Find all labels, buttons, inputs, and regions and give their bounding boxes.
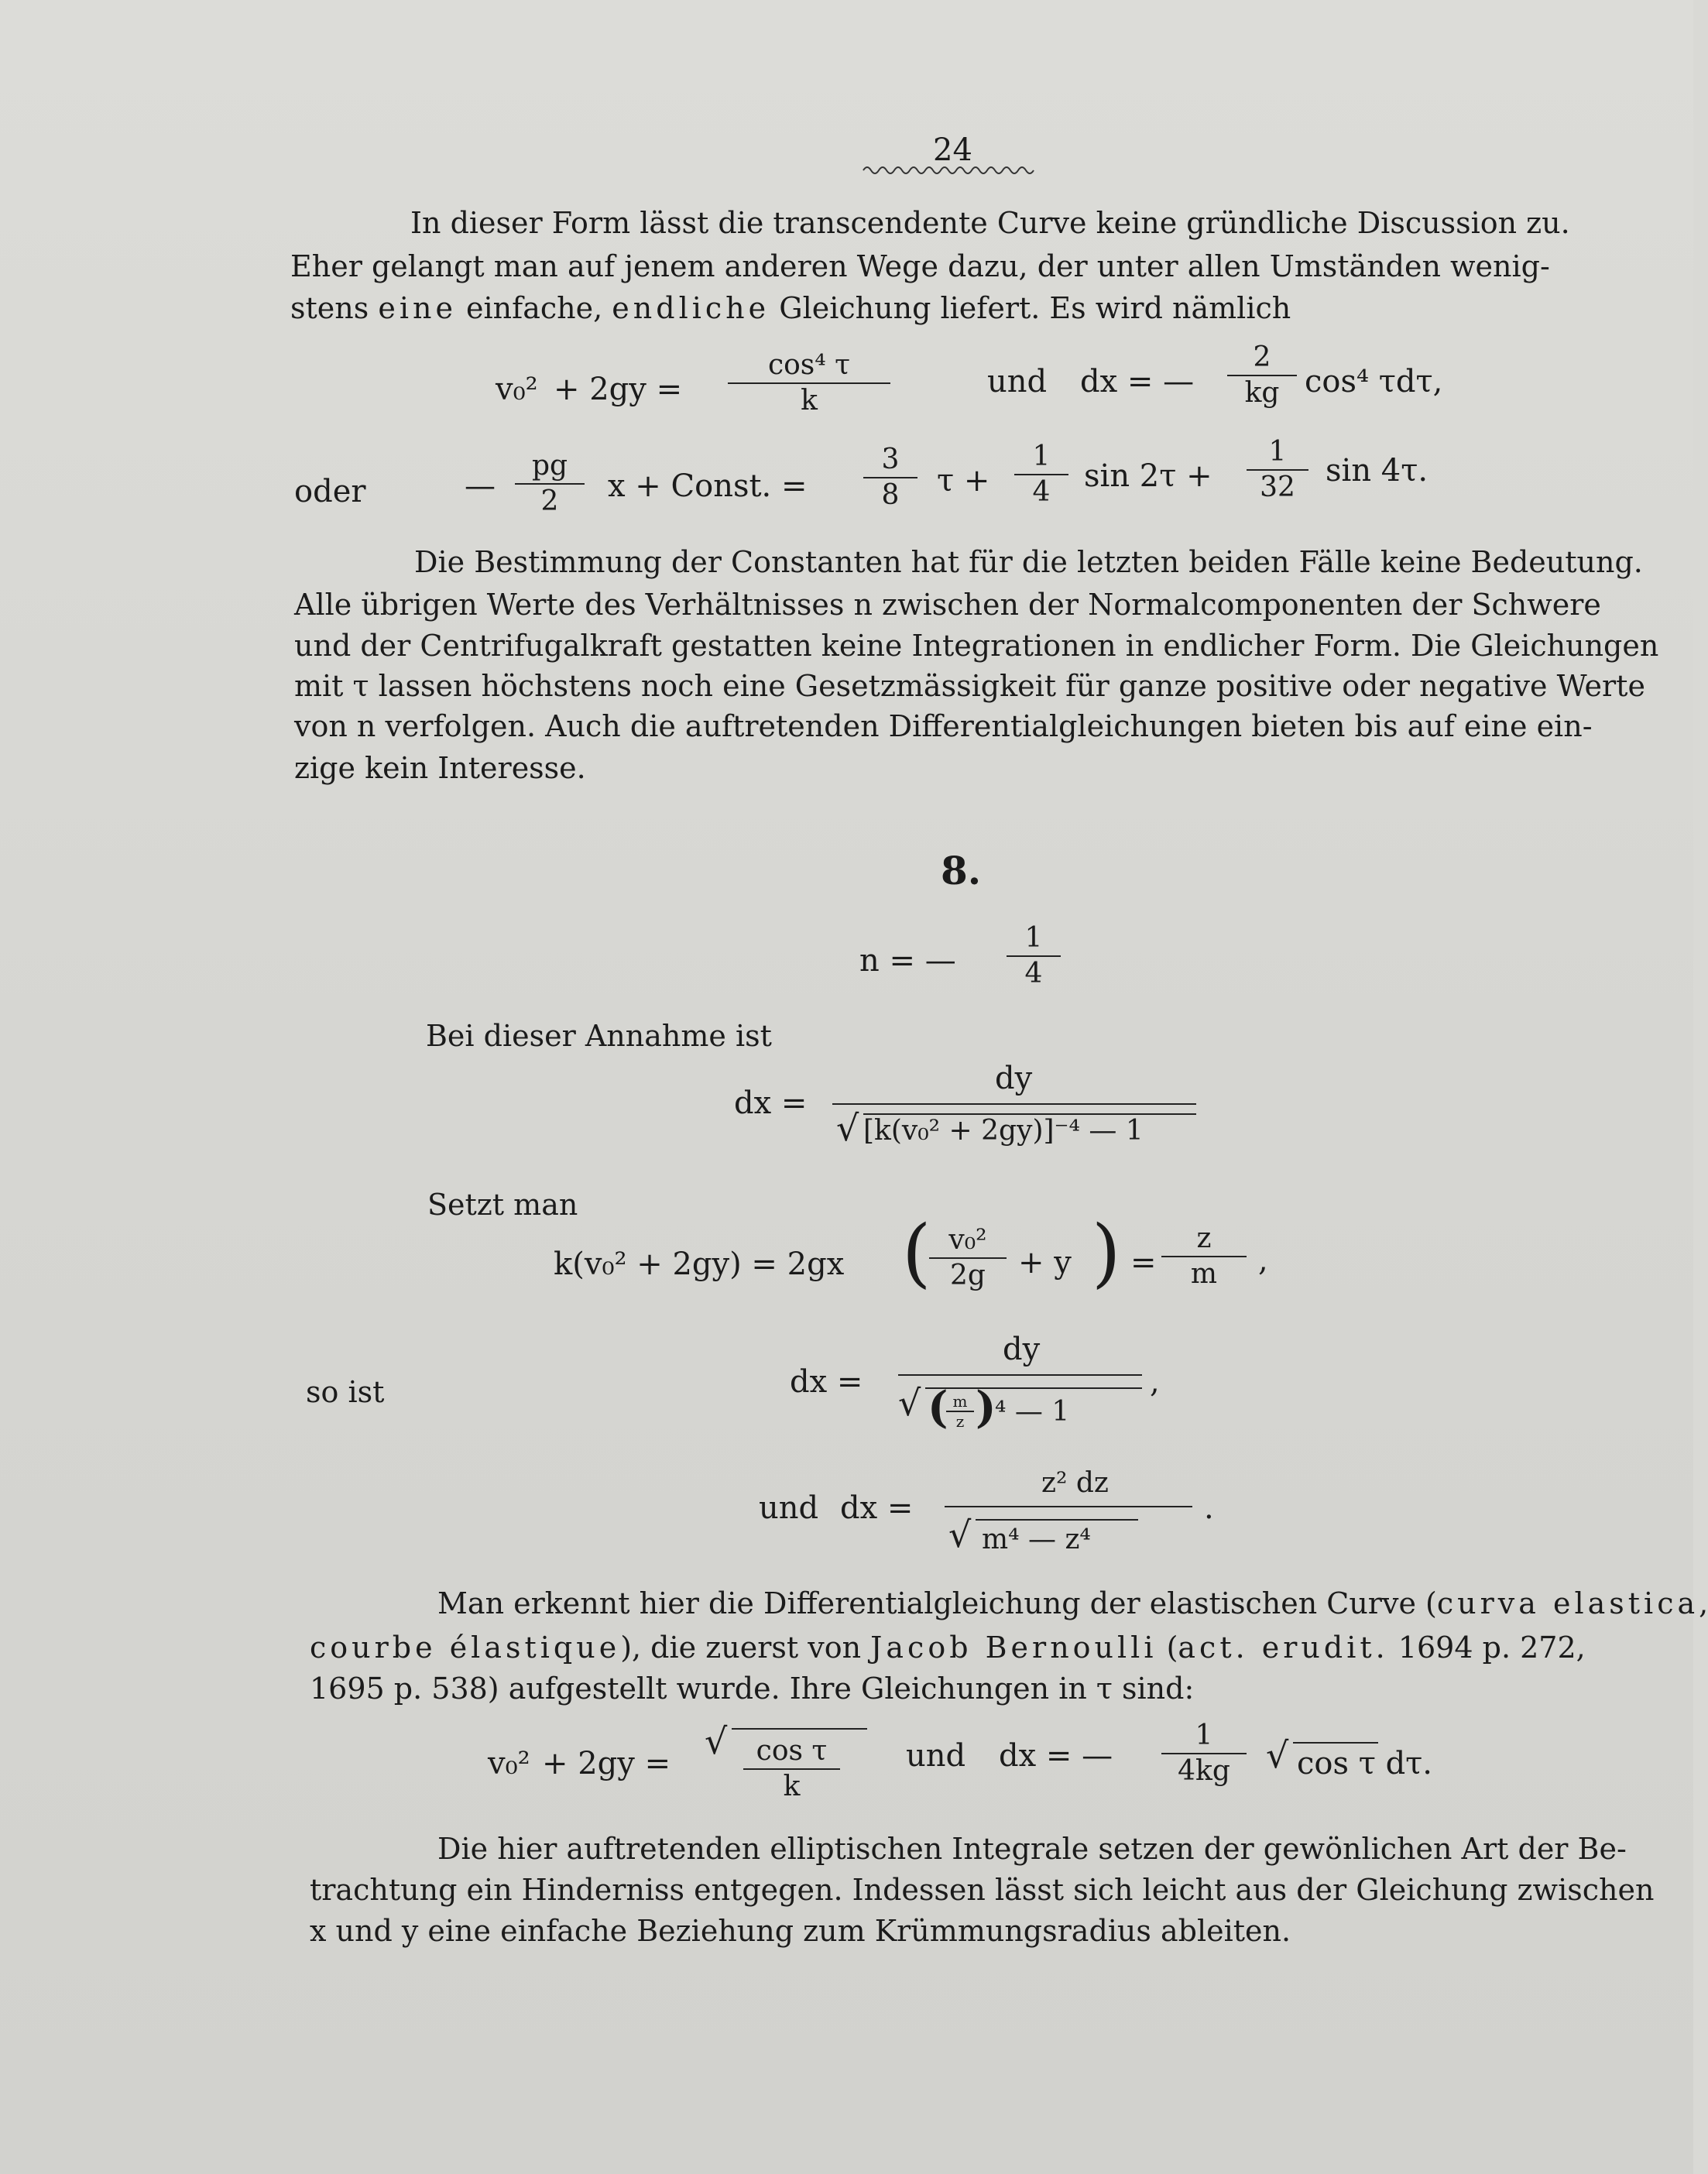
eq6-den: m⁴ — z⁴	[982, 1524, 1091, 1555]
eq1-und: und	[987, 364, 1048, 399]
eq6-radical: √	[948, 1514, 972, 1555]
eq7-radical-bar-2	[1293, 1742, 1378, 1744]
p1-line-1: In dieser Form lässt die transcendente Curve keine gründliche Discussion zu.	[410, 206, 1570, 240]
eq1-dx: dx = —	[1080, 364, 1195, 399]
eq4-paren-open: (	[902, 1209, 931, 1296]
p6-line-1	[437, 1583, 1708, 1624]
p4-line: Setzt man	[427, 1188, 578, 1222]
eq2-mid: x + Const. =	[608, 468, 808, 504]
p2-line-2: Alle übrigen Werte des Verhältnisses n zwischen der Normalcomponenten der Schwere	[294, 588, 1601, 622]
eq7-f-den: 4kg	[1161, 1753, 1247, 1788]
eq7-radical-2: √	[1266, 1734, 1289, 1776]
eq5-m: m	[952, 1392, 968, 1411]
eq7-f-num: 1	[1195, 1720, 1213, 1751]
p1-emph-eine: eine	[378, 291, 457, 325]
eq2-sin4: sin 4τ.	[1326, 453, 1428, 489]
eq4-paren-close: )	[1092, 1209, 1121, 1296]
p6-courbe: courbe élastique	[310, 1630, 621, 1665]
eq2-f2-num: 3	[881, 444, 900, 475]
p2-line-6: zige kein Interesse.	[294, 751, 586, 785]
eq7-und: und	[906, 1738, 966, 1774]
p6-comma: ,	[1699, 1586, 1708, 1620]
p6-text-1: Man erkennt hier die Differentialgleichung der elastischen Curve (	[437, 1586, 1437, 1620]
eq7-dx: dx = —	[999, 1738, 1113, 1774]
eq2-f2-den: 8	[863, 477, 917, 513]
eq2-f1-num: pg	[531, 450, 568, 482]
section-frac-num: 1	[1024, 922, 1043, 954]
eq7-fraction-2	[1161, 1719, 1247, 1788]
eq1-frac-num: cos⁴ τ	[767, 349, 851, 381]
eq2-fraction-3	[1014, 440, 1068, 509]
eq2-fraction-4	[1247, 435, 1308, 505]
eq6-und: und	[759, 1490, 819, 1526]
eq4-left: k(v₀² + 2gy) = 2gx	[554, 1246, 845, 1282]
eq7-left: + 2gy =	[542, 1746, 671, 1781]
eq3-dx: dx =	[734, 1085, 808, 1121]
eq5-inner-fraction	[946, 1392, 974, 1431]
eq4-inner-num: v₀²	[948, 1224, 987, 1256]
eq7-v0: v₀²	[488, 1746, 530, 1781]
eq2-sin2: sin 2τ +	[1084, 458, 1212, 494]
p6-act-erudit: act. erudit.	[1178, 1630, 1389, 1665]
eq5-num: dy	[1003, 1332, 1041, 1367]
eq6-dx: dx =	[840, 1490, 914, 1526]
p3-line: Bei dieser Annahme ist	[426, 1019, 772, 1053]
p1-tail: Gleichung liefert. Es wird nämlich	[779, 291, 1291, 325]
eq2-f3-den: 4	[1014, 474, 1068, 509]
p6-paren: (	[1166, 1630, 1178, 1665]
eq5-paren-open: (	[928, 1382, 948, 1433]
paragraph-1-line-3	[290, 288, 1291, 328]
eq2-minus: —	[465, 468, 496, 504]
p7-line-3: x und y eine einfache Beziehung zum Krümmungsradius ableiten.	[310, 1914, 1291, 1948]
section-fraction	[1007, 921, 1061, 991]
p6-text-2: ), die zuerst von	[620, 1630, 862, 1665]
eq4-plus-y: + y	[1018, 1245, 1072, 1281]
eq4-z-num: z	[1196, 1222, 1212, 1254]
eq1-fraction-2	[1227, 341, 1297, 410]
eq1-fraction	[728, 348, 890, 418]
eq7-radical: √	[705, 1720, 728, 1762]
section-n-eq: n = —	[859, 943, 956, 979]
eq6-num: z² dz	[1041, 1467, 1109, 1499]
eq6-radical-bar	[976, 1519, 1138, 1521]
eq5-paren-close: )	[976, 1382, 996, 1433]
p2-line-5: von n verfolgen. Auch die auftretenden Differentialgleichungen bieten bis auf eine ein-	[294, 709, 1593, 743]
eq4-inner-fraction	[929, 1223, 1007, 1293]
p6-line-2	[310, 1627, 1586, 1668]
section-number: 8.	[941, 848, 982, 893]
eq1-tail: cos⁴ τdτ,	[1305, 364, 1443, 399]
paragraph-1-line-2	[290, 246, 1614, 286]
eq7-tail: cos τ dτ.	[1297, 1746, 1433, 1781]
eq4-inner-den: 2g	[929, 1257, 1007, 1293]
eq7-radical-bar	[732, 1728, 867, 1730]
p6-line-3: 1695 p. 538) aufgestellt wurde. Ihre Gleichungen in τ sind:	[310, 1672, 1195, 1706]
eq2-f4-den: 32	[1247, 469, 1308, 505]
page-number: 24	[933, 132, 972, 168]
eq2-tau: τ +	[937, 463, 990, 499]
eq5-comma: ,	[1150, 1364, 1160, 1400]
eq3-frac-bar	[832, 1103, 1196, 1105]
eq5-z: z	[946, 1411, 974, 1431]
eq3-den: [k(v₀² + 2gy)]⁻⁴ — 1	[863, 1115, 1144, 1147]
eq2-f3-num: 1	[1032, 441, 1051, 472]
eq4-z-den: m	[1161, 1256, 1247, 1291]
eq2-fraction-1	[515, 449, 585, 519]
eq6-frac-bar	[945, 1506, 1192, 1507]
eq5-frac-bar	[898, 1374, 1142, 1376]
eq2-fraction-2	[863, 443, 917, 513]
eq1-left: + 2gy =	[554, 372, 683, 407]
eq7-den: k	[743, 1768, 840, 1804]
page-number-ornament	[863, 164, 1034, 175]
p2-line-3: und der Centrifugalkraft gestatten keine Integrationen in endlicher Form. Die Gleichungen	[294, 629, 1659, 663]
eq7-num: cos τ	[756, 1735, 828, 1767]
p7-line-2: trachtung ein Hinderniss entgegen. Indessen lässt sich leicht aus der Gleichung zwischen	[310, 1873, 1655, 1907]
eq7-fraction	[743, 1734, 840, 1804]
paragraph-1	[410, 203, 1618, 243]
eq1-frac2-den: kg	[1227, 375, 1297, 410]
eq6-period: .	[1204, 1490, 1214, 1526]
eq2-oder: oder	[294, 474, 366, 509]
eq1-frac-den: k	[728, 382, 890, 418]
eq5-tail: ⁴ — 1	[995, 1396, 1070, 1428]
p7-line-1: Die hier auftretenden elliptischen Integrale setzen der gewönlichen Art der Be-	[437, 1832, 1627, 1866]
p2-line-4: mit τ lassen höchstens noch eine Gesetzmässigkeit für ganze positive oder negative Werte	[294, 669, 1645, 703]
p5-line: so ist	[306, 1375, 385, 1409]
p1-emph-endliche: endliche	[612, 291, 770, 325]
p6-year-1: 1694 p. 272,	[1398, 1630, 1586, 1665]
p2-line-1: Die Bestimmung der Constanten hat für die letzten beiden Fälle keine Bedeutung.	[414, 545, 1643, 579]
eq5-radical-bar	[925, 1387, 1142, 1389]
p6-bernoulli: Jacob Bernoulli	[870, 1630, 1158, 1665]
section-frac-den: 4	[1007, 955, 1061, 991]
eq1-v0: v₀²	[496, 372, 538, 407]
eq2-f1-den: 2	[515, 483, 585, 519]
eq1-frac2-num: 2	[1253, 341, 1271, 373]
eq2-f4-num: 1	[1268, 436, 1287, 468]
p1-word-stens: stens	[290, 291, 369, 325]
eq4-z-fraction	[1161, 1222, 1247, 1291]
eq3-num: dy	[995, 1061, 1033, 1096]
eq3-radical: √	[836, 1107, 859, 1149]
eq5-dx: dx =	[790, 1364, 863, 1400]
p1-line-2: Eher gelangt man auf jenem anderen Wege dazu, der unter allen Umständen wenig-	[290, 249, 1550, 283]
eq5-radical: √	[898, 1382, 921, 1424]
eq4-eq: =	[1130, 1245, 1157, 1281]
p1-word-einfache: einfache,	[466, 291, 603, 325]
eq4-comma: ,	[1258, 1243, 1268, 1278]
p6-curva: curva elastica	[1436, 1586, 1699, 1620]
